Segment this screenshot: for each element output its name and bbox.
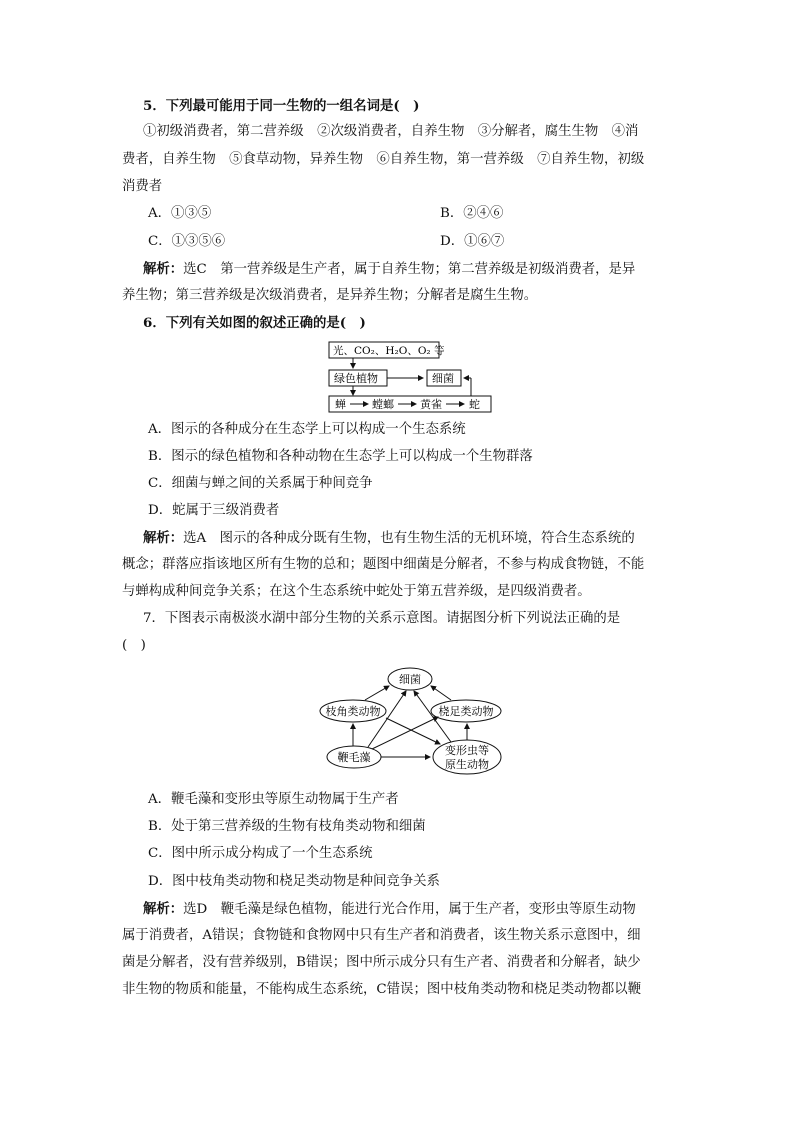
analysis-label: 解析：: [143, 530, 184, 546]
question-7-analysis-1: [143, 899, 699, 920]
analysis-text: 选A 图示的各种成分既有生物，也有生物生活的无机环境，符合生态系统的: [183, 531, 635, 546]
question-7-option-c: C．图中所示成分构成了一个生态系统: [148, 846, 373, 861]
question-5-line-1: ①初级消费者，第二营养级 ②次级消费者，自养生物 ③分解者，腐生生物 ④消: [143, 124, 639, 139]
question-7-analysis-2: 属于消费者，A错误；食物链和食物网中只有生产者和消费者，该生物关系示意图中，细: [122, 928, 641, 943]
plant-label: 绿色植物: [334, 372, 378, 385]
chain-oriole: 黄雀: [420, 398, 442, 411]
question-5-stem: 5．下列最可能用于同一生物的一组名词是( ): [143, 98, 420, 114]
chain-mantis: 螳螂: [372, 398, 394, 411]
question-7-analysis-4: 非生物的物质和能量，不能构成生态系统，C错误；图中枝角类动物和桡足类动物都以鞭: [122, 982, 642, 997]
question-7-option-d: D．图中枝角类动物和桡足类动物是种间竞争关系: [148, 874, 440, 889]
node-amoeba-label-2: 原生动物: [445, 758, 489, 771]
question-6-option-d: D．蛇属于三级消费者: [148, 503, 280, 518]
question-5-option-d: D．①⑥⑦: [440, 234, 505, 249]
question-6-stem: 6．下列有关如图的叙述正确的是( ): [143, 315, 366, 331]
question-6-option-b: B．图示的绿色植物和各种动物在生态学上可以构成一个生物群落: [148, 449, 533, 464]
question-5-line-3: 消费者: [122, 179, 163, 194]
abiotic-label: 光、CO₂、H₂O、O₂ 等: [333, 345, 445, 357]
figure-ecosystem-svg: [325, 340, 495, 414]
figure-food-web-svg: [310, 660, 510, 780]
question-6-analysis-3: 与蝉构成种间竞争关系；在这个生态系统中蛇处于第五营养级，是四级消费者。: [122, 584, 591, 599]
analysis-text: 选C 第一营养级是生产者，属于自养生物；第二营养级是初级消费者，是异: [183, 262, 636, 277]
question-7-option-a: A．鞭毛藻和变形虫等原生动物属于生产者: [148, 792, 399, 807]
node-copepod-label: 桡足类动物: [438, 705, 494, 718]
question-5-option-a: A．①③⑤: [148, 206, 212, 221]
node-bacteria-label: 细菌: [399, 673, 421, 686]
question-5-analysis-2: 养生物；第三营养级是次级消费者，是异养生物；分解者是腐生生物。: [122, 288, 538, 303]
chain-snake: 蛇: [469, 398, 480, 411]
arrow-flagellate-copepod: [372, 717, 438, 749]
question-5-line-2: 费者，自养生物 ⑤食草动物，异养生物 ⑥自养生物，第一营养级 ⑦自养生物，初级: [122, 152, 645, 167]
node-amoeba-label-1: 变形虫等: [445, 744, 489, 757]
arrow-branchiopod-bacteria: [365, 686, 389, 700]
figure-ecosystem: [325, 340, 495, 414]
question-5-option-c: C．①③⑤⑥: [148, 234, 226, 249]
question-5-option-b: B．②④⑥: [440, 206, 504, 221]
question-6-option-a: A．图示的各种成分在生态学上可以构成一个生态系统: [148, 422, 466, 437]
question-6-option-c: C．细菌与蝉之间的关系属于种间竞争: [148, 476, 373, 491]
question-7-stem-1: 7．下图表示南极淡水湖中部分生物的关系示意图。请据图分析下列说法正确的是: [143, 611, 621, 626]
question-6-analysis-2: 概念；群落应指该地区所有生物的总和；题图中细菌是分解者，不参与构成食物链，不能: [122, 557, 645, 572]
question-7-analysis-3: 菌是分解者，没有营养级别，B错误；图中所示成分只有生产者、消费者和分解者，缺少: [122, 955, 641, 970]
analysis-text: 选D 鞭毛藻是绿色植物，能进行光合作用，属于生产者，变形虫等原生动物: [183, 902, 636, 917]
node-flagellate-label: 鞭毛藻: [337, 751, 371, 764]
question-7-option-b: B．处于第三营养级的生物有枝角类动物和细菌: [148, 819, 426, 834]
bacteria-label: 细菌: [432, 372, 454, 385]
arrow-branchiopod-amoeba: [386, 718, 440, 744]
figure-food-web: [310, 660, 510, 780]
analysis-label: 解析：: [143, 261, 184, 277]
question-5-analysis-1: [143, 259, 699, 280]
chain-cicada: 蝉: [335, 398, 346, 411]
analysis-label: 解析：: [143, 901, 184, 917]
node-branchiopod-label: 枝角类动物: [325, 705, 381, 718]
question-7-stem-2: ( ): [122, 638, 146, 653]
arrow-copepod-bacteria: [431, 686, 451, 700]
question-6-analysis-1: [143, 528, 699, 549]
